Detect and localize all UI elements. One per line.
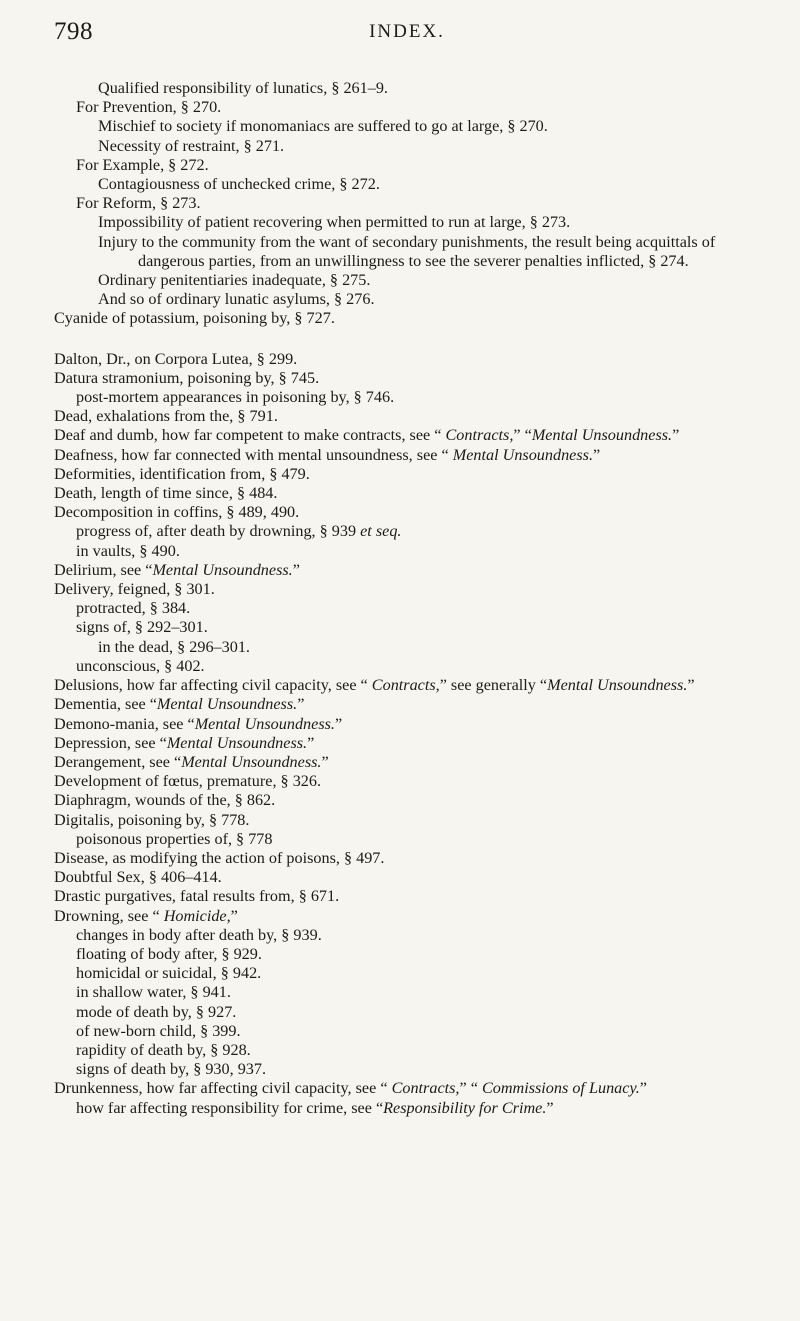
entry-text: Drowning, see “ [54, 906, 164, 925]
entry-text: Delirium, see “ [54, 560, 153, 579]
entry-text: ” [334, 714, 343, 733]
index-entry [76, 945, 760, 964]
entry-text: Injury to the community from the want of secondary punishments, the result being acquittals of dangerous parties, from an unwillingness to see the severer penalties inflicted, § 274. [98, 232, 716, 270]
entry-text: Drastic purgatives, fatal results from, § 671. [54, 887, 340, 906]
index-entry [76, 522, 760, 541]
index-entry [54, 772, 760, 791]
entry-text: ” “ [513, 426, 532, 445]
index-entry [76, 657, 760, 676]
entry-text: Decomposition in coffins, § 489, 490. [54, 503, 300, 522]
index-entry [76, 388, 760, 407]
entry-text: protracted, § 384. [76, 599, 191, 618]
entry-reference-italic: Mental Unsoundness. [194, 714, 335, 733]
entry-text: Deafness, how far connected with mental unsoundness, see “ [54, 445, 453, 464]
entry-text: Death, length of time since, § 484. [54, 484, 278, 503]
index-entry [76, 1022, 760, 1041]
index-entry [54, 350, 760, 369]
page-number: 798 [54, 18, 93, 45]
entry-text: Derangement, see “ [54, 752, 182, 771]
entry-text: Depression, see “ [54, 733, 167, 752]
index-entry [54, 907, 760, 926]
index-entry [54, 753, 760, 772]
index-entry [98, 137, 760, 156]
entry-text: Datura stramonium, poisoning by, § 745. [54, 368, 320, 387]
entry-text: ” [230, 906, 238, 925]
entry-text: signs of, § 292–301. [76, 618, 208, 637]
entry-text: how far affecting responsibility for crime, see “ [76, 1098, 384, 1117]
entry-text: Drunkenness, how far affecting civil capacity, see “ [54, 1079, 392, 1098]
index-entry [54, 309, 760, 328]
index-entry [54, 715, 760, 734]
index-entry [54, 868, 760, 887]
index-entry [54, 734, 760, 753]
entry-text: Delusions, how far affecting civil capacity, see “ [54, 676, 372, 695]
entry-reference-italic: Responsibility for Crime. [383, 1098, 547, 1117]
entry-text: Dead, exhalations from the, § 791. [54, 407, 278, 426]
index-entry [54, 580, 760, 599]
entry-reference-italic: Mental Unsoundness. [181, 752, 322, 771]
entry-text: And so of ordinary lunatic asylums, § 276. [98, 290, 375, 309]
entry-text: ” “ [459, 1079, 482, 1098]
index-entry [54, 676, 760, 695]
index-entry [54, 561, 760, 580]
index-entry [54, 1079, 760, 1098]
index-entry [54, 791, 760, 810]
index-entry [76, 98, 760, 117]
index-entry [54, 484, 760, 503]
entry-text: in the dead, § 296–301. [98, 637, 250, 656]
index-entry [98, 117, 760, 136]
index-entry [98, 290, 760, 309]
entry-text: ” [292, 560, 300, 579]
entry-text: Qualified responsibility of lunatics, § 261–9. [98, 79, 388, 97]
index-entry [54, 811, 760, 830]
index-entry [76, 983, 760, 1002]
entry-text: ” [672, 426, 680, 445]
entry-text: Deformities, identification from, § 479. [54, 464, 310, 483]
index-entry [54, 446, 760, 465]
entry-reference-italic: Mental Unsoundness. [156, 695, 298, 714]
entry-text: For Example, § 272. [76, 155, 209, 174]
entry-text: post-mortem appearances in poisoning by, § 746. [76, 388, 395, 407]
entry-text: Dementia, see “ [54, 695, 157, 714]
index-entry [54, 849, 760, 868]
index-entry [54, 465, 760, 484]
index-entry [98, 271, 760, 290]
entry-text: ” [593, 445, 601, 464]
entry-reference-italic: Contracts, [371, 676, 440, 695]
entry-text: Deaf and dumb, how far competent to make contracts, see “ [54, 426, 446, 445]
entry-text: of new-born child, § 399. [76, 1021, 241, 1040]
entry-text: Mischief to society if monomaniacs are suffered to go at large, § 270. [98, 117, 548, 136]
index-entry [76, 1060, 760, 1079]
index-entry [54, 426, 760, 445]
index-entry [76, 599, 760, 618]
entry-text: Cyanide of potassium, poisoning by, § 727. [54, 309, 335, 328]
entry-text: Diaphragm, wounds of the, § 862. [54, 791, 276, 810]
index-entry [76, 830, 760, 849]
index-entry [54, 369, 760, 388]
entry-text: Necessity of restraint, § 271. [98, 136, 285, 155]
entry-reference-italic: Contracts, [445, 426, 514, 445]
entry-text: ” [297, 695, 305, 714]
entry-text: unconscious, § 402. [76, 656, 205, 675]
entry-text: Doubtful Sex, § 406–414. [54, 868, 222, 887]
index-entry [76, 1003, 760, 1022]
entry-text: in shallow water, § 941. [76, 983, 231, 1002]
entry-text: in vaults, § 490. [76, 541, 180, 560]
index-entry [76, 926, 760, 945]
entry-text: Development of fœtus, premature, § 326. [54, 772, 322, 791]
entry-text: rapidity of death by, § 928. [76, 1040, 251, 1059]
index-entry [54, 503, 760, 522]
entry-reference-italic: Homicide, [163, 906, 231, 925]
entry-text: changes in body after death by, § 939. [76, 925, 322, 944]
entry-text: Dalton, Dr., on Corpora Lutea, § 299. [54, 349, 298, 368]
index-entry [54, 695, 760, 714]
index-entry [98, 175, 760, 194]
entry-text: signs of death by, § 930, 937. [76, 1060, 267, 1079]
entry-text: Delivery, feigned, § 301. [54, 580, 215, 599]
entry-reference-italic: Mental Unsoundness. [166, 733, 308, 752]
entry-reference-italic: Mental Unsoundness. [547, 676, 688, 695]
entry-text: ” [321, 752, 329, 771]
running-head [54, 18, 760, 58]
index-entry [54, 407, 760, 426]
entry-reference-italic: Mental Unsoundness. [531, 426, 673, 445]
entry-text: Digitalis, poisoning by, § 778. [54, 810, 250, 829]
entry-text: For Prevention, § 270. [76, 98, 222, 117]
index-entry [98, 638, 760, 657]
index-entry [76, 964, 760, 983]
index-entries [54, 79, 760, 1118]
entry-text: ” [307, 733, 315, 752]
entry-text: Disease, as modifying the action of poisons, § 497. [54, 848, 385, 867]
entry-text: ” [687, 676, 695, 695]
index-entry [76, 618, 760, 637]
entry-text: Ordinary penitentiaries inadequate, § 275. [98, 271, 371, 290]
index-entry [76, 156, 760, 175]
entry-reference-italic: Commissions of Lunacy. [481, 1079, 640, 1098]
entry-text: mode of death by, § 927. [76, 1002, 237, 1021]
entry-text: ” [546, 1098, 554, 1117]
entry-text: Demono-mania, see “ [54, 714, 195, 733]
entry-reference-italic: Mental Unsoundness. [452, 445, 594, 464]
entry-text: Contagiousness of unchecked crime, § 272. [98, 175, 380, 194]
entry-text: ” [639, 1079, 647, 1098]
entry-text: Impossibility of patient recovering when permitted to run at large, § 273. [98, 213, 571, 232]
entry-text: poisonous properties of, § 778 [76, 829, 273, 848]
index-entry [76, 194, 760, 213]
entry-text: progress of, after death by drowning, § 939 [76, 522, 361, 541]
entry-text: floating of body after, § 929. [76, 944, 262, 963]
entry-reference-italic: Mental Unsoundness. [152, 560, 293, 579]
entry-reference-italic: Contracts, [391, 1079, 460, 1098]
index-entry [98, 233, 760, 271]
entry-text: homicidal or suicidal, § 942. [76, 964, 262, 983]
index-entry [98, 213, 760, 232]
entry-reference-italic: et seq. [360, 522, 402, 541]
running-title: INDEX. [369, 21, 445, 42]
entry-text: For Reform, § 273. [76, 194, 201, 213]
entry-text: ” see generally “ [439, 676, 548, 695]
index-entry [54, 887, 760, 906]
index-entry [76, 1099, 760, 1118]
index-entry [76, 1041, 760, 1060]
index-entry [76, 542, 760, 561]
index-entry [98, 79, 760, 98]
